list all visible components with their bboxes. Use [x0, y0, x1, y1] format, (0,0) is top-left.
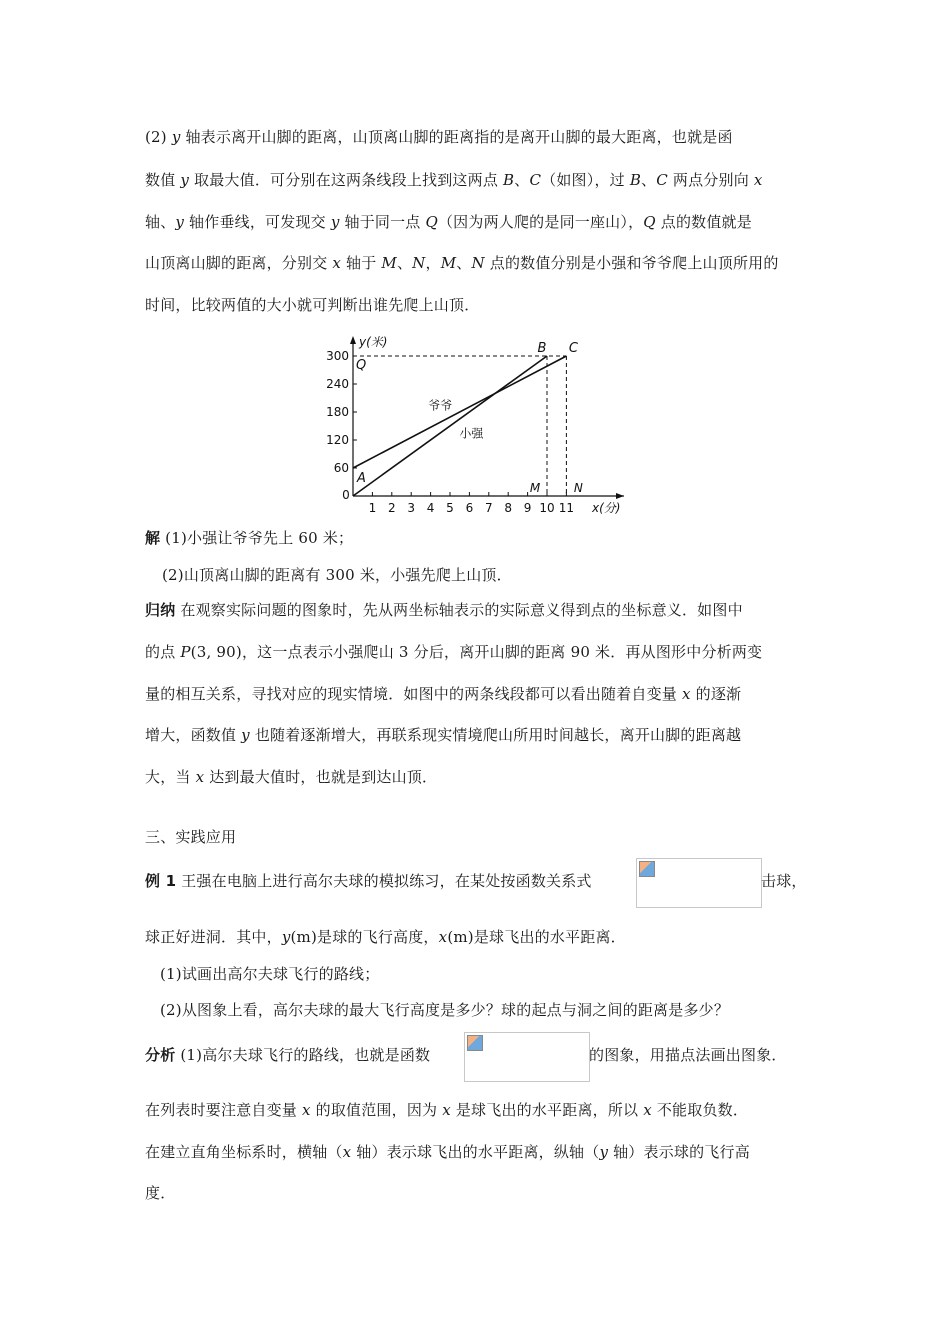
- var-y: y: [599, 1143, 609, 1161]
- text: 在观察实际问题的图象时，先从两坐标轴表示的实际意义得到点的坐标意义．如图中: [175, 601, 743, 619]
- var-N: N: [471, 254, 485, 272]
- x-tick-label: 1: [368, 501, 377, 515]
- text: 度．: [145, 1184, 176, 1202]
- y-axis-arrow: [350, 336, 356, 344]
- text: (2)山顶离山脚的距离有 300 米，小强先爬上山顶．: [162, 566, 512, 584]
- text: 达到最大值时，也就是到达山顶．: [204, 768, 438, 786]
- var-x: x: [643, 1101, 652, 1119]
- var-y: y: [330, 213, 340, 231]
- y-tick-label: 120: [326, 433, 349, 447]
- analysis-label: 分析: [145, 1046, 176, 1064]
- text: 轴）表示球的飞行高: [608, 1143, 750, 1161]
- text: 增大，函数值: [145, 726, 242, 744]
- text: 数值: [145, 171, 181, 189]
- text: 轴、: [145, 213, 176, 231]
- series-line-grandpa: [353, 356, 566, 468]
- chart-marks: [353, 341, 583, 496]
- analysis2-line-3: [145, 1142, 750, 1162]
- text: (1)高尔夫球飞行的路线，也就是函数: [175, 1046, 431, 1064]
- text: 击球，: [761, 872, 807, 890]
- var-x: x: [681, 685, 691, 703]
- text: （如图），过: [541, 171, 630, 189]
- x-tick-label: 3: [407, 501, 416, 515]
- y-tick-label: 60: [333, 461, 349, 475]
- example-question-1: [160, 964, 379, 984]
- text: 也随着逐渐增大，再联系现实情境爬山所用时间越长，离开山脚的距离越: [249, 726, 742, 744]
- formula-image-placeholder: [636, 858, 762, 908]
- text: (3, 90)，这一点表示小强爬山 3 分后，离开山脚的距离 90 米．再从图形中分析两变: [190, 643, 763, 661]
- solution-line-1: [145, 528, 353, 548]
- var-P: P: [180, 643, 191, 661]
- y-tick-label: 180: [326, 405, 349, 419]
- analysis2-line-4: [145, 1183, 175, 1203]
- summary-line-4: [145, 725, 741, 745]
- summary-line-3: [145, 684, 741, 704]
- summary-line-5: [145, 767, 437, 787]
- text: 的图象，用描点法画出图象．: [589, 1046, 787, 1064]
- summary-line-2: [145, 642, 762, 662]
- var-y: y: [175, 213, 185, 231]
- text: 取最大值．可分别在这两条线段上找到这两点: [189, 171, 504, 189]
- analysis-line-5: [145, 295, 479, 315]
- analysis2-line-1-tail: [589, 1045, 787, 1065]
- point-label-N: N: [573, 481, 583, 495]
- example-line-1: [145, 871, 592, 891]
- text: (1)小强让爷爷先上 60 米；: [160, 529, 354, 547]
- var-C: C: [529, 171, 542, 189]
- x-tick-label: 2: [387, 501, 396, 515]
- x-tick-label: 6: [465, 501, 474, 515]
- analysis-line-3: [145, 212, 752, 232]
- var-M: M: [381, 254, 397, 272]
- example-question-2: [160, 1000, 729, 1020]
- x-tick-label: 9: [523, 501, 532, 515]
- text: 王强在电脑上进行高尔夫球的模拟练习，在某处按函数关系式: [176, 872, 592, 890]
- text: 轴作垂线，可发现交: [184, 213, 331, 231]
- text: 、: [396, 254, 413, 272]
- var-N: N: [412, 254, 426, 272]
- series-line-xiaoqiang: [353, 356, 547, 496]
- series-label-xiaoqiang: 小强: [459, 426, 484, 441]
- y-tick-label: 240: [326, 377, 349, 391]
- text: 不能取负数．: [651, 1101, 749, 1119]
- origin-label: 0: [342, 488, 350, 502]
- var-x: x: [442, 1101, 451, 1119]
- section-title: [145, 827, 236, 847]
- text: 点的数值就是: [655, 213, 752, 231]
- text: (2)从图象上看，高尔夫球的最大飞行高度是多少？球的起点与洞之间的距离是多少？: [160, 1001, 730, 1019]
- broken-image-icon: [639, 861, 655, 877]
- y-tick-label: 300: [326, 349, 349, 363]
- text: 球正好进洞．其中，: [145, 928, 282, 946]
- var-y: y: [171, 128, 181, 146]
- var-x: x: [195, 768, 205, 786]
- text: 点的数值分别是小强和爷爷爬上山顶所用的: [484, 254, 779, 272]
- point-label-C: C: [568, 341, 578, 356]
- text: 大，当: [145, 768, 196, 786]
- solution-label: 解: [145, 529, 161, 547]
- solution-line-2: [162, 565, 512, 585]
- text: 轴）表示球飞出的水平距离，纵轴（: [351, 1143, 600, 1161]
- text: 在列表时要注意自变量: [145, 1101, 302, 1119]
- var-y: y: [180, 171, 190, 189]
- analysis-line-2: [145, 170, 763, 190]
- text: 山顶离山脚的距离，分别交: [145, 254, 333, 272]
- formula-image-placeholder-2: [464, 1032, 590, 1082]
- text: 的逐渐: [690, 685, 742, 703]
- series-label-grandpa: 爷爷: [428, 398, 453, 413]
- text: 轴表示离开山脚的距离，山顶离山脚的距离指的是离开山脚的最大距离，也就是函: [180, 128, 733, 146]
- point-label-A: A: [357, 471, 366, 486]
- point-label-B: B: [537, 341, 547, 356]
- text: 是球飞出的水平距离，所以: [450, 1101, 644, 1119]
- x-tick-label: 8: [504, 501, 513, 515]
- text: 量的相互关系，寻找对应的现实情境．如图中的两条线段都可以看出随着自变量: [145, 685, 682, 703]
- x-tick-label: 10: [539, 501, 555, 515]
- text: 、: [641, 171, 657, 189]
- climbing-chart: [322, 330, 642, 520]
- text: 、: [456, 254, 472, 272]
- var-M: M: [440, 254, 457, 272]
- example-label: 例 1: [145, 872, 177, 890]
- point-label-M: M: [529, 481, 541, 495]
- text: 在建立直角坐标系时，横轴（: [145, 1143, 343, 1161]
- text: ，: [425, 254, 441, 272]
- var-B: B: [629, 171, 642, 189]
- y-axis-label: y(米): [359, 335, 388, 349]
- var-x: x: [301, 1101, 311, 1119]
- text: (m)是球飞出的水平距离．: [447, 928, 626, 946]
- text: 两点分别向: [667, 171, 754, 189]
- example-line-1-tail: [761, 871, 807, 891]
- var-Q: Q: [425, 213, 438, 231]
- analysis2-line-2: [145, 1100, 748, 1120]
- summary-label: 归纳: [145, 601, 176, 619]
- var-x: x: [332, 254, 342, 272]
- point-label-Q: Q: [356, 358, 367, 373]
- var-C: C: [656, 171, 668, 189]
- x-tick-label: 5: [446, 501, 454, 515]
- text: (m)是球的飞行高度，: [290, 928, 439, 946]
- x-axis-label: x(分): [592, 501, 621, 515]
- text: 三、实践应用: [145, 828, 237, 846]
- analysis-line-1: [145, 127, 733, 147]
- analysis2-line-1: [145, 1045, 430, 1065]
- var-x: x: [753, 171, 763, 189]
- text: （因为两人爬的是同一座山），: [437, 213, 644, 231]
- var-y: y: [281, 928, 291, 946]
- text: 的点: [145, 643, 181, 661]
- text: (2): [145, 128, 172, 146]
- example-line-2: [145, 927, 626, 947]
- analysis-line-4: [145, 253, 779, 273]
- text: 轴于同一点: [339, 213, 426, 231]
- text: 的取值范围，因为: [310, 1101, 443, 1119]
- summary-line-1: [145, 600, 743, 620]
- x-tick-label: 7: [484, 501, 493, 515]
- var-B: B: [503, 171, 515, 189]
- text: 、: [514, 171, 530, 189]
- var-y: y: [241, 726, 250, 744]
- var-x: x: [342, 1143, 352, 1161]
- broken-image-icon: [467, 1035, 483, 1051]
- var-x: x: [438, 928, 448, 946]
- text: 时间，比较两值的大小就可判断出谁先爬上山顶．: [145, 296, 480, 314]
- x-tick-label: 4: [426, 501, 435, 515]
- x-axis-arrow: [616, 493, 624, 499]
- var-Q: Q: [643, 213, 656, 231]
- x-tick-label: 11: [558, 501, 575, 515]
- text: 轴于: [341, 254, 382, 272]
- text: (1)试画出高尔夫球飞行的路线；: [160, 965, 380, 983]
